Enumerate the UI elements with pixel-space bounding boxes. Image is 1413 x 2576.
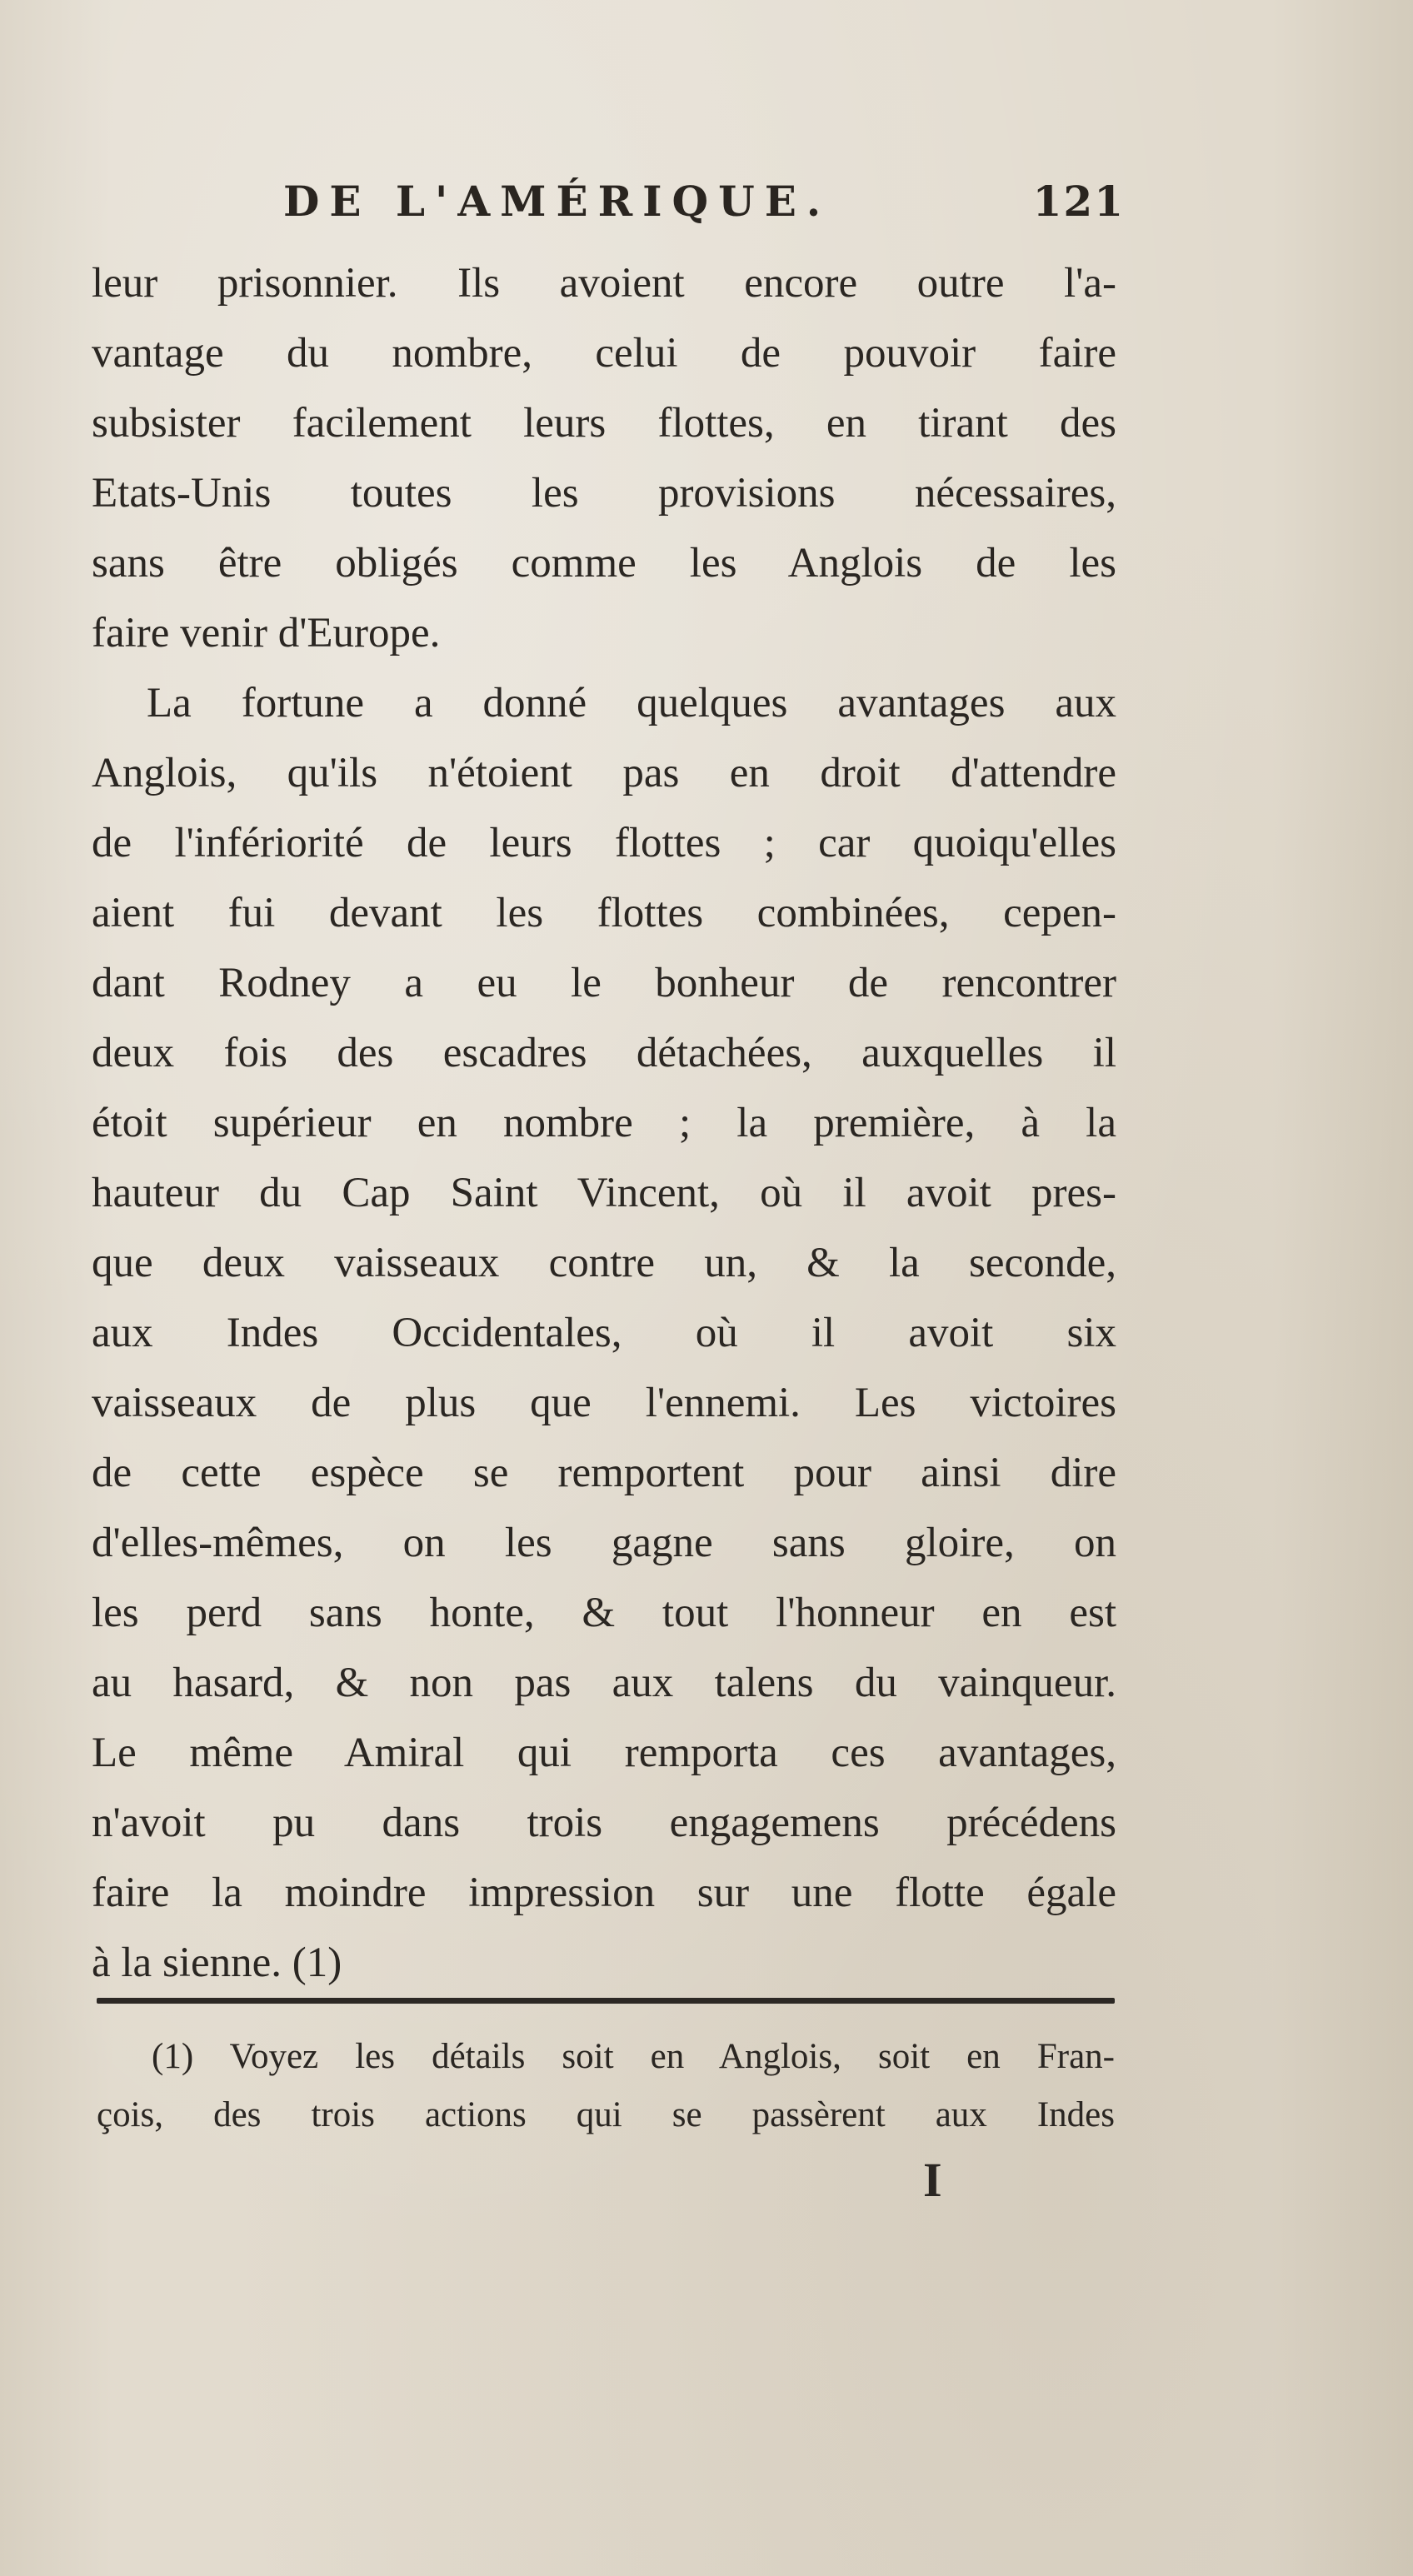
text-line: Le même Amiral qui remporta ces avantages, <box>92 1730 1116 1776</box>
text-line: vantage du nombre, celui de pouvoir faire <box>92 330 1116 377</box>
text-line: n'avoit pu dans trois engagemens précédens <box>92 1800 1116 1846</box>
footnote-rule <box>97 1998 1115 2004</box>
footnote <box>97 2028 1115 2144</box>
text-line: sans être obligés comme les Anglois de les <box>92 540 1116 587</box>
text-line: vaisseaux de plus que l'ennemi. Les victoires <box>92 1380 1116 1426</box>
signature-mark: I <box>923 2153 942 2207</box>
text-line: dant Rodney a eu le bonheur de rencontrer <box>92 960 1116 1006</box>
page-number: 121 <box>1032 177 1125 226</box>
text-line: Etats-Unis toutes les provisions nécessaires, <box>92 470 1116 517</box>
text-line: Anglois, qu'ils n'étoient pas en droit d'attendre <box>92 750 1116 796</box>
text-line: faire venir d'Europe. <box>92 610 441 656</box>
footnote-line: (1) Voyez les détails soit en Anglois, soit en Fran- <box>152 2037 1115 2076</box>
footnote-line: çois, des trois actions qui se passèrent aux Indes <box>97 2095 1115 2134</box>
text-line: au hasard, & non pas aux talens du vainqueur. <box>92 1660 1116 1706</box>
text-line: faire la moindre impression sur une flotte égale <box>92 1870 1116 1916</box>
text-line: de l'infériorité de leurs flottes ; car quoiqu'elles <box>92 820 1116 866</box>
running-title: DE L'AMÉRIQUE. <box>283 177 831 226</box>
text-line: les perd sans honte, & tout l'honneur en est <box>92 1590 1116 1636</box>
running-head <box>283 177 1125 235</box>
text-line: leur prisonnier. Ils avoient encore outre l'a- <box>92 260 1116 307</box>
text-line: de cette espèce se remportent pour ainsi dire <box>92 1450 1116 1496</box>
text-line: d'elles-mêmes, on les gagne sans gloire, on <box>92 1520 1116 1566</box>
text-line: à la sienne. (1) <box>92 1939 342 1986</box>
text-line: subsister facilement leurs flottes, en tirant des <box>92 400 1116 447</box>
text-line: étoit supérieur en nombre ; la première, à la <box>92 1100 1116 1146</box>
text-line: aient fui devant les flottes combinées, cepen- <box>92 890 1116 936</box>
text-line: hauteur du Cap Saint Vincent, où il avoit pres- <box>92 1170 1116 1216</box>
text-line: aux Indes Occidentales, où il avoit six <box>92 1310 1116 1356</box>
paragraph-start-line: La fortune a donné quelques avantages aux <box>147 680 1116 726</box>
text-line: deux fois des escadres détachées, auxquelles il <box>92 1030 1116 1076</box>
text-line: que deux vaisseaux contre un, & la seconde, <box>92 1240 1116 1286</box>
body-text <box>92 248 1116 1998</box>
